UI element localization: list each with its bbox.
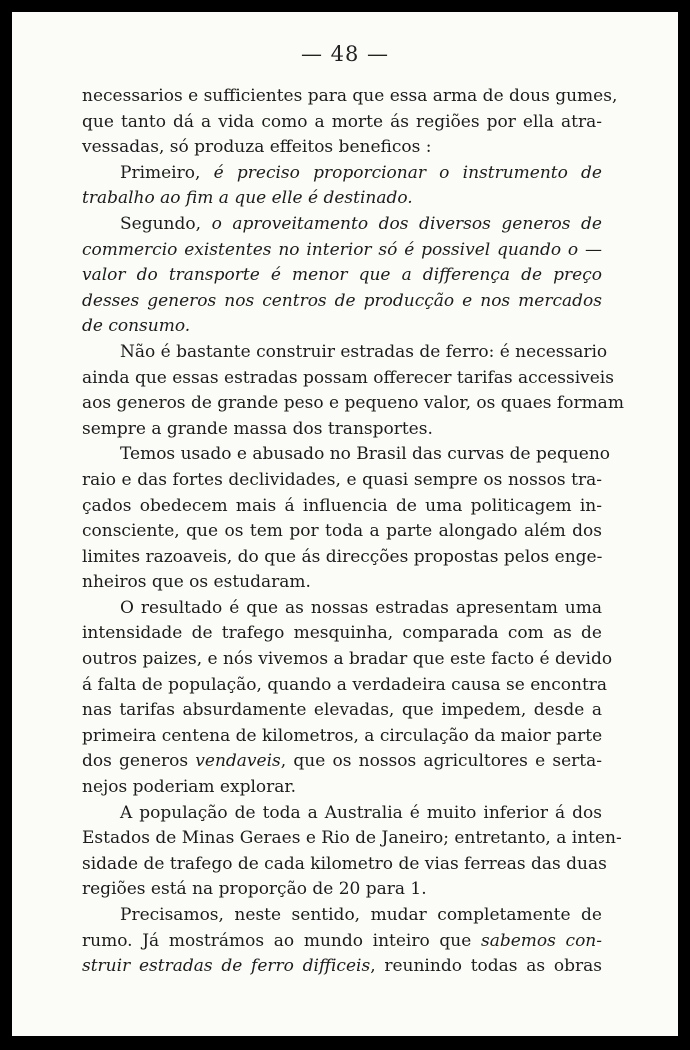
line-segment-italic: commercio existentes no interior só é possivel quando o — xyxy=(82,239,602,260)
line-segment-italic: é preciso proporcionar o instrumento de xyxy=(213,162,602,183)
line-segment-italic: vendaveis xyxy=(195,751,281,772)
line-segment: Estados de Minas Geraes e Rio de Janeiro; entretanto, a inten- xyxy=(82,828,622,849)
line-segment: rumo. Já mostrámos ao mundo inteiro que xyxy=(82,930,481,951)
line-segment-italic: sabemos con- xyxy=(480,930,602,951)
line-segment: Temos usado e abusado no Brasil das curvas de pequeno xyxy=(120,444,611,465)
line-segment: primeira centena de kilometros, a circulação da maior parte xyxy=(82,725,603,746)
line-segment: ainda que essas estradas possam offerecer tarifas accessiveis xyxy=(82,367,614,388)
body-text xyxy=(82,84,624,980)
text-line xyxy=(82,852,607,878)
line-segment: limites razoaveis, do que ás direcções propostas pelos enge- xyxy=(82,546,603,567)
text-line xyxy=(82,775,602,801)
text-line xyxy=(82,84,618,110)
line-segment-italic: de consumo. xyxy=(82,316,191,337)
line-segment: Segundo, xyxy=(120,213,212,234)
text-line xyxy=(82,570,602,596)
line-segment: intensidade de trafego mesquinha, comparada com as de xyxy=(82,623,602,644)
line-segment: Não é bastante construir estradas de ferro: é necessario xyxy=(120,341,608,362)
line-segment: , reunindo todas as obras xyxy=(370,956,602,977)
text-line xyxy=(82,442,611,468)
line-segment: O resultado é que as nossas estradas apresentam uma xyxy=(120,597,602,618)
text-line xyxy=(82,954,602,980)
text-line xyxy=(82,212,602,238)
line-segment-italic: valor do transporte é menor que a differença de preço xyxy=(82,265,602,286)
text-line xyxy=(82,366,614,392)
line-segment: nheiros que os estudaram. xyxy=(82,572,311,593)
text-line xyxy=(82,238,602,264)
page-number: — 48 — xyxy=(300,42,390,66)
text-line xyxy=(82,801,602,827)
text-line xyxy=(82,673,608,699)
line-segment-italic: o aproveitamento dos diversos generos de xyxy=(211,213,602,234)
text-line xyxy=(82,826,622,852)
line-segment: Primeiro, xyxy=(120,162,214,183)
text-line xyxy=(82,186,602,212)
line-segment-italic: struir estradas de ferro difficeis xyxy=(82,956,371,977)
line-segment: sempre a grande massa dos transportes. xyxy=(82,418,433,439)
text-line xyxy=(82,749,602,775)
line-segment: necessarios e sufficientes para que essa arma de dous gumes, xyxy=(82,86,618,106)
text-line xyxy=(82,647,613,673)
text-line xyxy=(82,263,602,289)
line-segment: Precisamos, neste sentido, mudar completamente de xyxy=(120,905,602,925)
line-segment: vessadas, só produza effeitos beneficos : xyxy=(82,137,432,158)
line-segment-italic: trabalho ao fim a que elle é destinado. xyxy=(82,188,413,209)
line-segment: outros paizes, e nós vivemos a bradar que este facto é devido xyxy=(82,649,613,670)
text-line xyxy=(82,314,602,340)
line-segment: consciente, que os tem por toda a parte alongado além dos xyxy=(82,521,602,542)
text-line xyxy=(82,135,602,161)
text-line xyxy=(82,877,602,903)
text-line xyxy=(82,929,602,955)
text-line xyxy=(82,698,602,724)
text-line xyxy=(82,545,602,571)
line-segment: aos generos de grande peso e pequeno valor, os quaes formam xyxy=(82,393,624,414)
line-segment: A população de toda a Australia é muito inferior á dos xyxy=(120,802,602,823)
text-line xyxy=(82,417,602,443)
text-line xyxy=(82,110,602,136)
line-segment-italic: desses generos nos centros de producção e nos mercados xyxy=(82,290,602,311)
line-segment: nejos poderiam explorar. xyxy=(82,777,297,798)
line-segment: regiões está na proporção de 20 para 1. xyxy=(82,879,427,900)
text-line xyxy=(82,468,602,494)
line-segment: nas tarifas absurdamente elevadas, que impedem, desde a xyxy=(82,700,602,721)
line-segment: dos generos xyxy=(82,751,196,772)
text-line xyxy=(82,621,602,647)
text-line xyxy=(82,289,602,315)
text-line xyxy=(82,903,602,929)
text-line xyxy=(82,340,608,366)
text-line xyxy=(82,391,624,417)
text-line xyxy=(82,724,602,750)
line-segment: á falta de população, quando a verdadeira causa se encontra xyxy=(82,674,608,695)
line-segment: que tanto dá a vida como a morte ás regiões por ella atra- xyxy=(82,111,602,132)
line-segment: raio e das fortes declividades, e quasi sempre os nossos tra- xyxy=(82,469,602,490)
text-line xyxy=(82,494,602,520)
line-segment: sidade de trafego de cada kilometro de vias ferreas das duas xyxy=(82,853,607,874)
text-line xyxy=(82,519,602,545)
line-segment: , que os nossos agricultores e serta- xyxy=(280,751,602,772)
text-line xyxy=(82,161,602,187)
line-segment: çados obedecem mais á influencia de uma politicagem in- xyxy=(82,495,602,516)
text-line xyxy=(82,596,602,622)
book-page xyxy=(12,12,678,1036)
